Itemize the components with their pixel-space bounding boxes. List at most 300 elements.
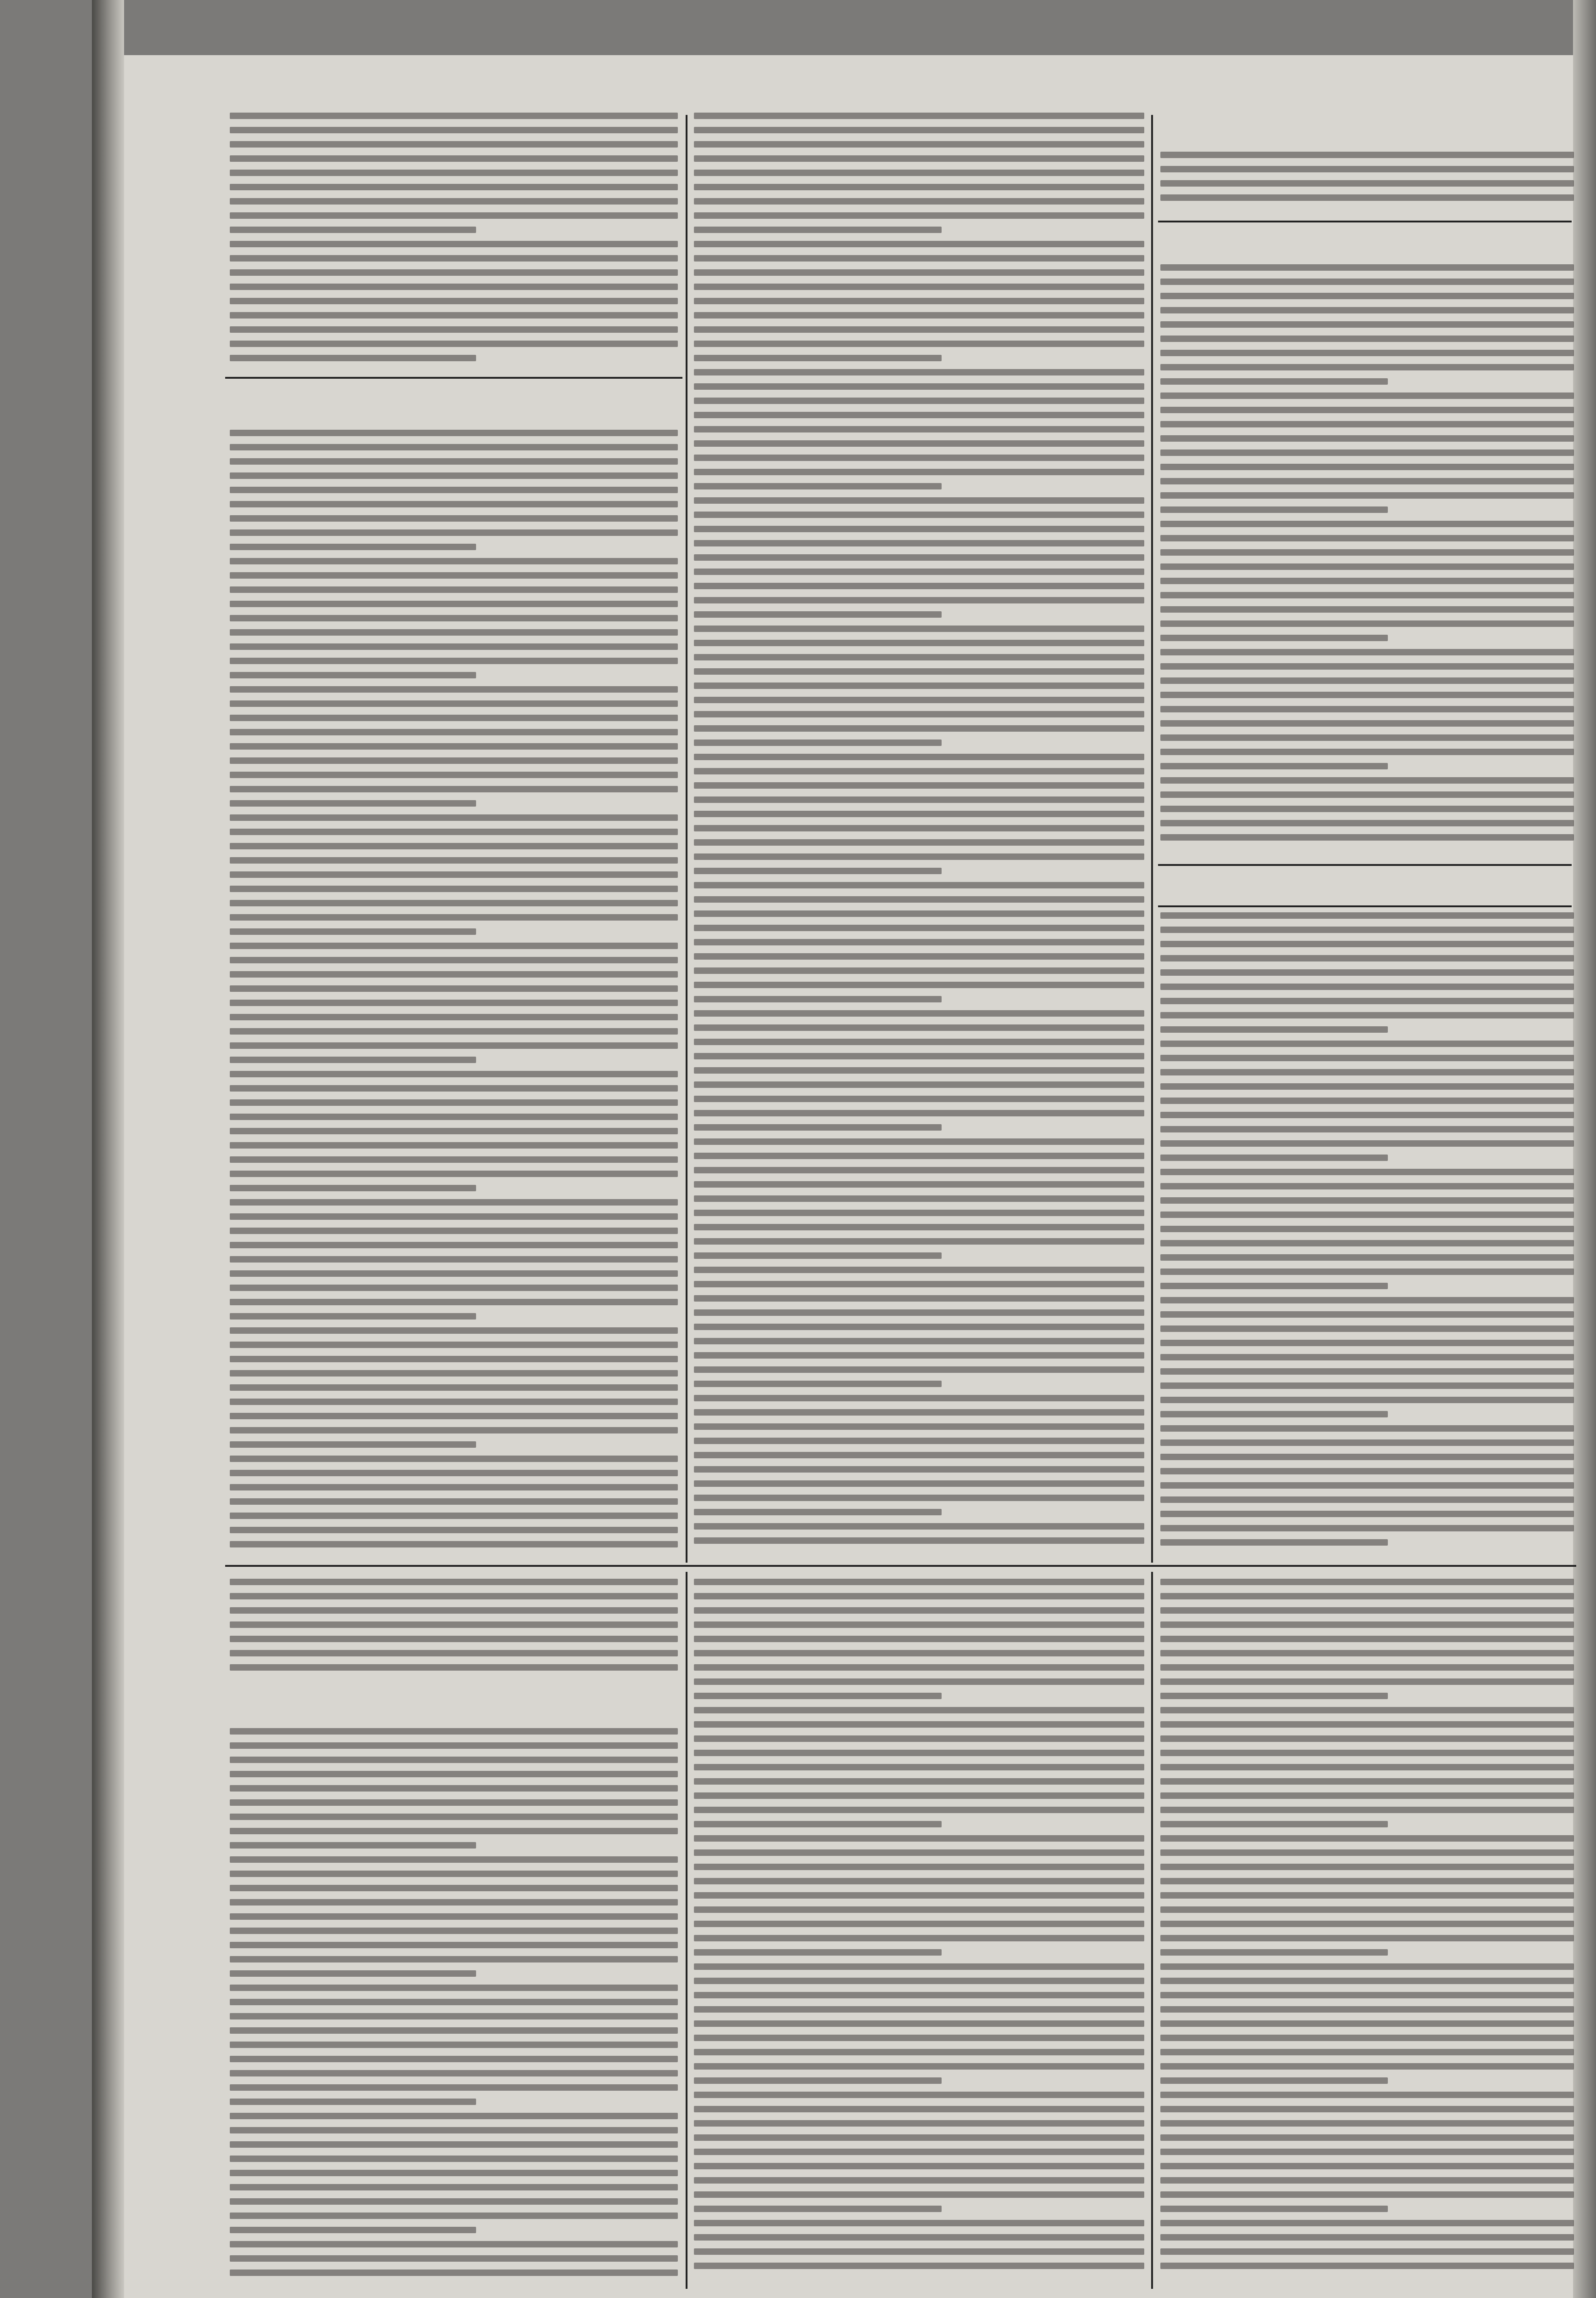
text-line [230,1527,678,1533]
text-line [1160,692,1574,698]
text-line [694,2063,1144,2070]
text-line [694,369,1144,375]
text-line [1160,435,1574,442]
text-line [230,1456,678,1462]
text-line [694,184,1144,190]
text-line [230,1999,678,2005]
text-line [230,1541,678,1547]
text-line [694,1495,1144,1501]
text-line [694,298,1144,304]
text-line [694,170,1144,176]
text-line [694,1010,1144,1017]
text-line [230,113,678,119]
text-line [1160,706,1574,712]
text-line [694,697,1144,703]
text-line [694,212,1144,219]
text-line [230,1785,678,1792]
text-line [694,1096,1144,1102]
text-line [1160,2092,1574,2098]
text-line [230,615,678,621]
text-line [230,2255,678,2262]
text-line [694,1039,1144,1045]
text-line [694,2149,1144,2155]
text-line [694,2234,1144,2241]
text-line [694,982,1144,988]
text-line [230,2141,678,2148]
text-line [230,743,678,750]
text-line [230,1000,678,1006]
text-line [694,1778,1144,1785]
text-line [230,487,678,493]
text-line [230,2198,678,2205]
text-line [1160,1083,1574,1090]
text-line [230,2184,678,2190]
text-line [1160,1240,1574,1246]
text-line [1160,941,1574,947]
text-line [230,170,678,176]
text-line [694,1835,1144,1842]
text-line [1160,578,1574,584]
text-line [230,643,678,650]
text-line [230,198,678,205]
text-line [694,967,1144,974]
text-line [1160,649,1574,655]
text-line [694,1466,1144,1473]
text-line [230,1470,678,1476]
text-line [1160,407,1574,413]
text-line [1160,2177,1574,2184]
text-line [694,1921,1144,1927]
text-line [230,1498,678,1505]
text-line [230,1856,678,1863]
text-line [694,953,1144,960]
text-line [230,1342,678,1348]
text-line [230,1871,678,1877]
text-line [1160,1340,1574,1346]
text-line [1160,1978,1574,1984]
text-line [1160,1254,1574,1261]
text-line [694,141,1144,148]
text-line [230,971,678,978]
text-line [1160,378,1388,385]
text-line [1160,1012,1574,1018]
text-line [694,198,1144,205]
text-line [694,1267,1144,1273]
text-line [1160,521,1574,527]
text-line [694,2020,1144,2027]
text-line [1160,927,1574,933]
text-line [1160,2206,1388,2212]
text-line [1160,1311,1574,1318]
text-line [694,1110,1144,1116]
heading-rule [1158,905,1572,907]
text-line [230,1593,678,1599]
text-line [694,113,1144,119]
text-line [694,1195,1144,1202]
text-line [230,312,678,319]
text-line [230,914,678,921]
text-line [694,2134,1144,2141]
text-line [694,1124,942,1131]
text-line [230,1664,678,1671]
text-line [230,1650,678,1656]
text-line [694,1053,1144,1059]
text-line [1160,194,1574,201]
text-line [694,1693,942,1699]
text-line [694,1579,1144,1585]
text-line [1160,1212,1574,1218]
text-line [1160,1511,1574,1517]
text-line [230,1799,678,1806]
text-block [230,430,678,1556]
text-line [694,1721,1144,1728]
text-line [1160,1354,1574,1360]
text-line [694,825,1144,831]
text-line [1160,321,1574,328]
text-line [694,1864,1144,1870]
text-line [694,1678,1144,1685]
text-line [230,800,476,807]
text-line [694,1138,1144,1145]
text-line [694,1438,1144,1444]
text-line [694,2092,1144,2098]
column-rule [1151,115,1153,1563]
text-line [230,1899,678,1906]
text-line [694,611,942,618]
text-line [694,1821,942,1827]
text-line [230,957,678,963]
text-line [694,640,1144,646]
text-line [1160,1864,1574,1870]
text-line [230,184,678,190]
text-line [1160,791,1574,798]
text-line [694,512,1144,518]
text-line [1160,763,1388,769]
text-line [694,1395,1144,1401]
text-line [230,515,678,522]
text-line [1160,2191,1574,2198]
text-line [230,1057,476,1063]
text-line [230,786,678,792]
text-line [230,1156,678,1163]
text-line [1160,2063,1574,2070]
text-line [1160,1368,1574,1375]
text-line [230,2070,678,2076]
text-line [230,686,678,693]
text-line [230,2227,476,2233]
text-line [694,426,1144,432]
text-line [230,501,678,507]
text-line [230,1114,678,1120]
text-line [1160,1026,1388,1033]
text-line [1160,998,1574,1004]
text-line [230,2127,678,2133]
text-line [694,1452,1144,1458]
text-line [1160,1764,1574,1770]
text-line [1160,307,1574,313]
text-line [1160,1821,1388,1827]
text-line [1160,777,1574,784]
text-line [694,2248,1144,2255]
text-line [694,1024,1144,1031]
text-line [230,985,678,992]
text-line [230,1270,678,1277]
text-line [1160,1169,1574,1175]
text-line [230,772,678,778]
text-line [1160,1069,1574,1075]
text-line [230,558,678,564]
text-line [694,1537,1144,1544]
text-line [230,1128,678,1134]
text-line [1160,2248,1574,2255]
text-line [694,1735,1144,1742]
text-line [1160,1112,1574,1118]
text-line [1160,1636,1574,1642]
text-line [694,868,942,874]
text-line [694,2163,1144,2169]
text-line [694,1849,1144,1856]
text-line [230,2270,678,2276]
text-line [1160,749,1574,755]
text-line [694,2035,1144,2041]
text-line [694,1167,1144,1173]
text-line [230,2241,678,2247]
text-line [230,529,678,536]
text-line [694,668,1144,675]
text-line [230,544,476,550]
column-rule [686,115,687,1563]
text-line [1160,392,1574,399]
text-line [230,127,678,133]
text-line [1160,1835,1574,1842]
text-line [694,910,1144,917]
text-line [1160,2035,1574,2041]
text-line [230,729,678,735]
text-line [1160,1454,1574,1460]
text-line [230,1970,476,1977]
text-line [694,1366,1144,1373]
text-block [230,113,678,370]
text-line [1160,1650,1574,1656]
text-line [694,1992,1144,1998]
text-line [1160,549,1574,556]
text-line [1160,1579,1574,1585]
text-line [694,2077,942,2084]
text-line [1160,1439,1574,1446]
text-line [230,843,678,849]
text-line [230,672,476,678]
text-line [1160,1155,1388,1161]
text-line [694,469,1144,475]
text-line [694,1153,1144,1159]
text-line [230,1256,678,1263]
text-line [230,1513,678,1519]
text-line [230,1636,678,1642]
text-line [230,227,476,233]
text-line [1160,806,1574,812]
text-line [694,1067,1144,1074]
text-line [1160,1055,1574,1061]
text-line [1160,1411,1388,1417]
text-line [694,1423,1144,1430]
text-line [230,1928,678,1934]
text-line [694,1252,942,1259]
text-line [694,2049,1144,2055]
page-edge [1573,0,1596,2298]
text-line [694,1949,942,1956]
text-line [1160,364,1574,370]
text-line [230,2113,678,2119]
text-line [1160,1921,1574,1927]
text-line [230,1171,678,1177]
text-line [230,341,678,347]
text-line [694,725,1144,732]
text-line [1160,1593,1574,1599]
text-line [230,1285,678,1291]
text-line [1160,1297,1574,1303]
text-line [694,341,1144,347]
column-rule [1151,1572,1153,2289]
text-line [694,739,942,746]
text-line [1160,1807,1574,1813]
text-line [694,925,1144,931]
text-line [694,2191,1144,2198]
text-line [1160,635,1388,641]
text-line [694,1523,1144,1530]
text-line [230,1299,678,1305]
text-line [230,1242,678,1248]
text-line [1160,2006,1574,2013]
text-line [694,654,1144,660]
text-line [1160,1397,1574,1403]
text-line [1160,1750,1574,1756]
text-line [694,1963,1144,1970]
text-line [230,1956,678,1962]
text-line [694,398,1144,404]
text-line [230,472,678,479]
text-line [694,1906,1144,1913]
text-line [230,2099,476,2105]
text-line [1160,663,1574,670]
text-line [1160,1140,1574,1147]
text-line [1160,1226,1574,1232]
text-line [1160,1935,1574,1941]
text-line [694,127,1144,133]
text-line [694,2106,1144,2112]
heading-rule [1158,221,1572,222]
text-line [230,1814,678,1820]
text-line [1160,464,1574,470]
text-line [694,583,1144,589]
text-line [694,483,942,489]
text-line [1160,1183,1574,1189]
text-line [230,212,678,219]
text-line [1160,180,1574,187]
text-line [230,298,678,304]
text-block [1160,1579,1574,2287]
text-line [230,2156,678,2162]
text-line [1160,152,1574,158]
text-line [694,939,1144,945]
text-line [694,1636,1144,1642]
text-line [1160,592,1574,598]
text-line [1160,1468,1574,1474]
text-line [230,2213,678,2219]
text-line [1160,478,1574,484]
text-line [694,1792,1144,1799]
text-line [694,554,1144,561]
text-line [1160,563,1574,570]
text-line [230,2056,678,2062]
text-line [1160,677,1574,684]
text-line [694,796,1144,803]
text-line [1160,620,1574,627]
text-line [230,1771,678,1777]
text-line [230,700,678,707]
text-line [230,814,678,821]
text-line [694,597,1144,603]
text-block [694,1579,1144,2287]
text-line [1160,1607,1574,1614]
text-line [230,829,678,835]
text-line [230,1213,678,1220]
text-line [1160,1482,1574,1489]
text-line [694,1324,1144,1330]
text-line [230,1042,678,1049]
text-line [694,1878,1144,1884]
text-line [1160,1892,1574,1899]
text-line [1160,2149,1574,2155]
text-line [1160,2106,1574,2112]
text-line [694,312,1144,319]
text-line [230,886,678,892]
text-block [230,1579,678,1689]
text-line [694,1935,1144,1941]
text-line [230,1885,678,1891]
text-line [1160,1721,1574,1728]
text-line [1160,1268,1574,1275]
text-line [1160,1539,1388,1546]
text-line [230,715,678,721]
text-line [1160,1621,1574,1628]
text-line [230,1384,678,1391]
text-line [1160,912,1574,919]
text-line [694,1650,1144,1656]
text-line [230,572,678,579]
text-line [230,1356,678,1362]
text-line [1160,1678,1574,1685]
text-line [694,1181,1144,1188]
text-line [694,355,942,361]
text-line [694,1295,1144,1302]
text-block [1160,264,1574,857]
text-line [694,155,1144,162]
text-line [230,1142,678,1149]
text-line [1160,264,1574,271]
text-line [694,540,1144,546]
text-line [1160,1525,1574,1531]
text-line [1160,1735,1574,1742]
text-line [230,1607,678,1614]
text-line [230,2084,678,2091]
text-line [694,326,1144,333]
text-line [1160,1664,1574,1671]
text-block [1160,152,1574,216]
text-line [1160,1126,1574,1132]
text-line [694,1707,1144,1713]
text-line [230,444,678,450]
text-line [694,526,1144,532]
